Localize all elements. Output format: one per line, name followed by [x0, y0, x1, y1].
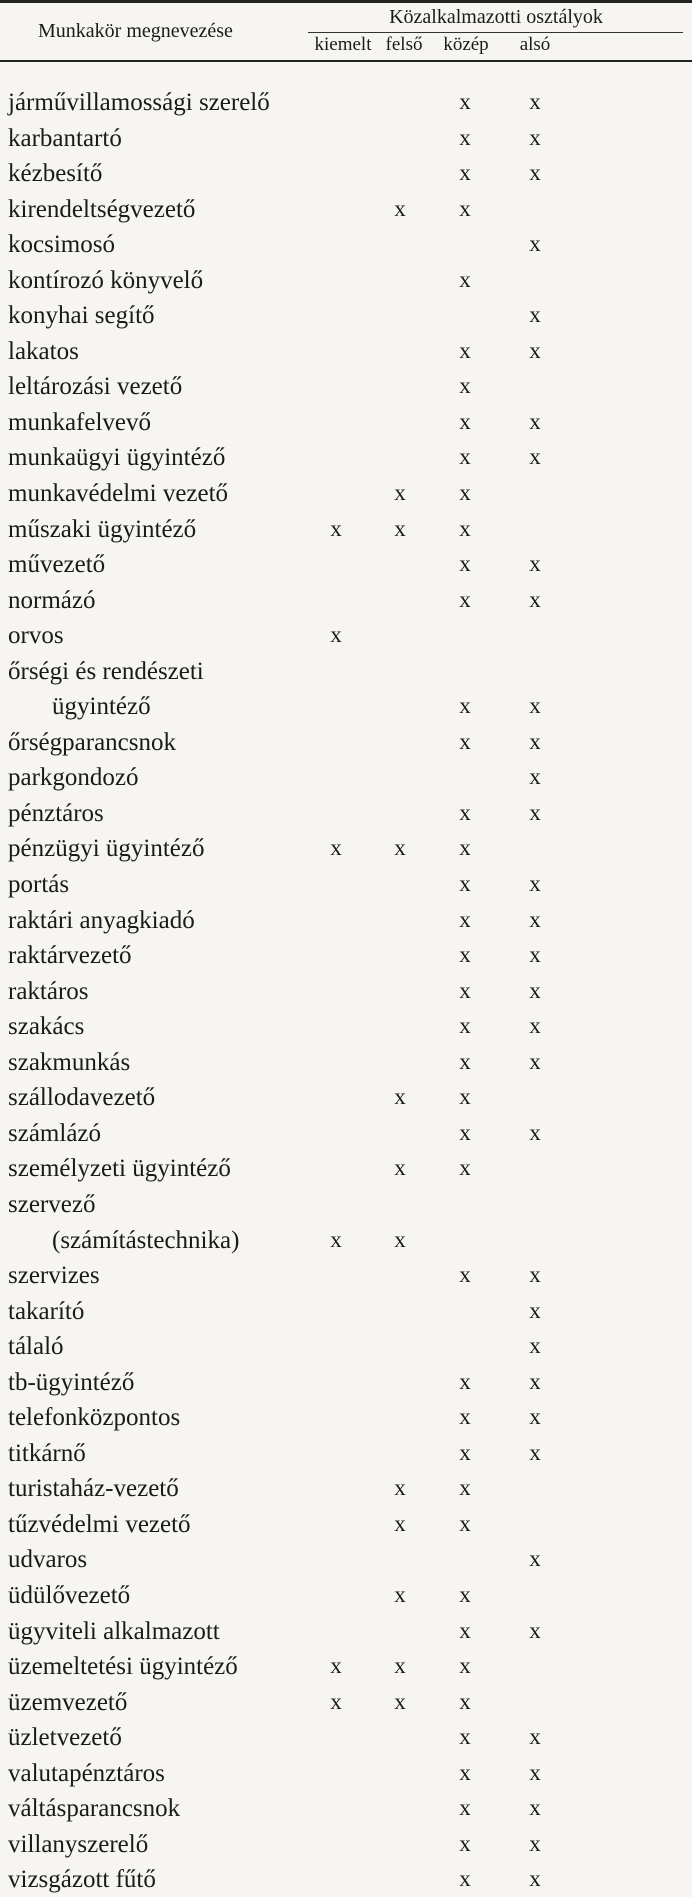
job-title: kézbesítő	[8, 160, 103, 188]
mark-kozep: x	[459, 337, 471, 363]
mark-kozep: x	[459, 1866, 471, 1892]
job-title: titkárnő	[8, 1439, 86, 1467]
mark-kozep: x	[459, 1368, 471, 1394]
mark-also: x	[529, 408, 541, 434]
table-row	[0, 120, 692, 156]
mark-also: x	[529, 1617, 541, 1643]
table-row	[0, 795, 692, 831]
job-title: műszaki ügyintéző	[8, 515, 197, 543]
table-row	[0, 1008, 692, 1044]
job-title: üzletvezető	[8, 1724, 122, 1752]
mark-felso: x	[394, 1688, 406, 1714]
column-header-job-title: Munkakör megnevezése	[38, 20, 233, 42]
job-title: valutapénztáros	[8, 1759, 165, 1787]
job-title: leltározási vezető	[8, 373, 183, 401]
table-row	[0, 1790, 692, 1826]
job-title: parkgondozó	[8, 764, 139, 792]
table-row	[0, 724, 692, 760]
table-row	[0, 1293, 692, 1329]
table-row	[0, 1719, 692, 1755]
mark-kozep: x	[459, 1475, 471, 1501]
mark-also: x	[529, 799, 541, 825]
mark-kozep: x	[459, 977, 471, 1003]
table-row	[0, 866, 692, 902]
mark-felso: x	[394, 1084, 406, 1110]
table-row	[0, 582, 692, 618]
mark-kiemelt: x	[330, 1688, 342, 1714]
table-row	[0, 368, 692, 404]
mark-also: x	[529, 906, 541, 932]
table-row	[0, 1541, 692, 1577]
job-title: személyzeti ügyintéző	[8, 1155, 231, 1183]
mark-felso: x	[394, 195, 406, 221]
mark-kozep: x	[459, 871, 471, 897]
table-row	[0, 1648, 692, 1684]
table-row	[0, 1826, 692, 1862]
mark-kozep: x	[459, 1653, 471, 1679]
mark-kozep: x	[459, 1830, 471, 1856]
job-title: ügyintéző	[52, 693, 151, 721]
table-row	[0, 226, 692, 262]
mark-also: x	[529, 1297, 541, 1323]
job-title: raktárvezető	[8, 942, 132, 970]
mark-felso: x	[394, 1653, 406, 1679]
job-title: üzemvezető	[8, 1688, 128, 1716]
mark-also: x	[529, 1333, 541, 1359]
table-row	[0, 653, 692, 689]
table-row	[0, 688, 692, 724]
table-row	[0, 617, 692, 653]
table-row	[0, 830, 692, 866]
mark-also: x	[529, 1048, 541, 1074]
mark-kozep: x	[459, 1759, 471, 1785]
mark-also: x	[529, 1795, 541, 1821]
mark-also: x	[529, 1866, 541, 1892]
table-row	[0, 1613, 692, 1649]
mark-kozep: x	[459, 515, 471, 541]
mark-also: x	[529, 871, 541, 897]
table-row	[0, 1861, 692, 1897]
job-title: üdülővezető	[8, 1581, 131, 1609]
mark-kozep: x	[459, 586, 471, 612]
table-row	[0, 475, 692, 511]
job-title: konyhai segítő	[8, 302, 155, 330]
table-row	[0, 191, 692, 227]
mark-also: x	[529, 1368, 541, 1394]
mark-felso: x	[394, 1510, 406, 1536]
mark-also: x	[529, 1262, 541, 1288]
mark-also: x	[529, 444, 541, 470]
table-row	[0, 1150, 692, 1186]
table-row	[0, 1186, 692, 1222]
job-title: pénzügyi ügyintéző	[8, 835, 205, 863]
mark-also: x	[529, 1439, 541, 1465]
mark-felso: x	[394, 1226, 406, 1252]
job-title: pénztáros	[8, 799, 104, 827]
mark-also: x	[529, 231, 541, 257]
table-row	[0, 1435, 692, 1471]
table-row	[0, 937, 692, 973]
job-title: karbantartó	[8, 124, 122, 152]
job-title: járművillamossági szerelő	[8, 89, 270, 116]
mark-kozep: x	[459, 1510, 471, 1536]
mark-kozep: x	[459, 728, 471, 754]
table-row	[0, 84, 692, 120]
job-title: villanyszerelő	[8, 1830, 149, 1858]
mark-kozep: x	[459, 799, 471, 825]
mark-kozep: x	[459, 89, 471, 114]
job-title: ügyviteli alkalmazott	[8, 1617, 220, 1645]
mark-kozep: x	[459, 1048, 471, 1074]
job-title: őrségi és rendészeti	[8, 657, 204, 685]
mark-also: x	[529, 728, 541, 754]
mark-also: x	[529, 764, 541, 790]
mark-kozep: x	[459, 1688, 471, 1714]
job-title: tálaló	[8, 1333, 64, 1361]
job-title: munkavédelmi vezető	[8, 480, 229, 508]
table-row	[0, 546, 692, 582]
mark-also: x	[529, 1404, 541, 1430]
mark-felso: x	[394, 480, 406, 506]
job-title: munkaügyi ügyintéző	[8, 444, 226, 472]
table-row	[0, 759, 692, 795]
mark-also: x	[529, 1830, 541, 1856]
table-row	[0, 404, 692, 440]
column-header-kiemelt: kiemelt	[314, 34, 372, 55]
table-row	[0, 439, 692, 475]
mark-kozep: x	[459, 693, 471, 719]
job-title: telefonközpontos	[8, 1404, 181, 1432]
table-row	[0, 902, 692, 938]
column-group-header: Közalkalmazotti osztályok	[389, 6, 603, 28]
table-row	[0, 1755, 692, 1791]
column-header-also: alsó	[519, 34, 551, 55]
mark-also: x	[529, 337, 541, 363]
table-row	[0, 1399, 692, 1435]
mark-kozep: x	[459, 1795, 471, 1821]
mark-also: x	[529, 302, 541, 328]
mark-felso: x	[394, 1581, 406, 1607]
table-row	[0, 1506, 692, 1542]
mark-kiemelt: x	[330, 1226, 342, 1252]
mark-kiemelt: x	[330, 515, 342, 541]
job-title: számlázó	[8, 1119, 102, 1147]
mark-also: x	[529, 1119, 541, 1145]
job-title: szállodavezető	[8, 1084, 156, 1112]
mark-kozep: x	[459, 1439, 471, 1465]
mark-also: x	[529, 586, 541, 612]
header-bottom-rule	[0, 60, 692, 62]
mark-kozep: x	[459, 266, 471, 292]
job-title: raktári anyagkiadó	[8, 906, 195, 934]
job-title: (számítástechnika)	[52, 1226, 240, 1254]
job-title: portás	[8, 871, 70, 899]
table-row	[0, 1044, 692, 1080]
mark-kozep: x	[459, 1617, 471, 1643]
mark-kozep: x	[459, 480, 471, 506]
mark-kiemelt: x	[330, 622, 342, 648]
mark-kiemelt: x	[330, 835, 342, 861]
job-title: munkafelvevő	[8, 408, 152, 436]
mark-also: x	[529, 1724, 541, 1750]
mark-kozep: x	[459, 906, 471, 932]
mark-kozep: x	[459, 1404, 471, 1430]
mark-kozep: x	[459, 1262, 471, 1288]
job-title: turistaház-vezető	[8, 1475, 179, 1503]
table-row	[0, 1115, 692, 1151]
job-title: normázó	[8, 586, 96, 614]
mark-kozep: x	[459, 551, 471, 577]
job-title: szervizes	[8, 1262, 100, 1290]
mark-kozep: x	[459, 1581, 471, 1607]
mark-also: x	[529, 693, 541, 719]
table-row	[0, 511, 692, 547]
mark-kozep: x	[459, 1119, 471, 1145]
table-row	[0, 1364, 692, 1400]
table-row	[0, 1257, 692, 1293]
mark-also: x	[529, 124, 541, 150]
job-title: vizsgázott fűtő	[8, 1866, 156, 1894]
mark-also: x	[529, 1759, 541, 1785]
job-title: szervező	[8, 1190, 96, 1218]
job-title: művezető	[8, 551, 106, 579]
job-title: tb-ügyintéző	[8, 1368, 135, 1396]
table-row	[0, 297, 692, 333]
mark-kozep: x	[459, 1013, 471, 1039]
job-title: őrségparancsnok	[8, 728, 176, 756]
job-title: szakmunkás	[8, 1048, 131, 1076]
mark-kozep: x	[459, 408, 471, 434]
mark-felso: x	[394, 1155, 406, 1181]
job-title: takarító	[8, 1297, 85, 1325]
group-header-rule	[308, 32, 683, 33]
mark-kozep: x	[459, 835, 471, 861]
mark-felso: x	[394, 515, 406, 541]
mark-also: x	[529, 89, 541, 114]
mark-kozep: x	[459, 1155, 471, 1181]
mark-kozep: x	[459, 942, 471, 968]
table-row	[0, 1684, 692, 1720]
job-title: lakatos	[8, 337, 79, 365]
mark-also: x	[529, 1546, 541, 1572]
mark-also: x	[529, 551, 541, 577]
mark-kozep: x	[459, 160, 471, 186]
mark-also: x	[529, 977, 541, 1003]
table-row	[0, 1079, 692, 1115]
table-row	[0, 262, 692, 298]
job-title: kirendeltségvezető	[8, 195, 196, 223]
job-title: kocsimosó	[8, 231, 115, 259]
mark-also: x	[529, 160, 541, 186]
mark-felso: x	[394, 1475, 406, 1501]
mark-kozep: x	[459, 124, 471, 150]
mark-also: x	[529, 1013, 541, 1039]
mark-kozep: x	[459, 1084, 471, 1110]
column-header-felso: felső	[385, 34, 423, 55]
table-header	[0, 0, 692, 62]
mark-kiemelt: x	[330, 1653, 342, 1679]
table-row	[0, 1222, 692, 1258]
mark-kozep: x	[459, 195, 471, 221]
table-row	[0, 973, 692, 1009]
mark-kozep: x	[459, 444, 471, 470]
job-title: szakács	[8, 1013, 85, 1041]
table-row	[0, 333, 692, 369]
table-row	[0, 1470, 692, 1506]
job-title: kontírozó könyvelő	[8, 266, 204, 294]
mark-kozep: x	[459, 1724, 471, 1750]
table-row	[0, 155, 692, 191]
table-row	[0, 1328, 692, 1364]
job-title: udvaros	[8, 1546, 88, 1574]
mark-felso: x	[394, 835, 406, 861]
mark-kozep: x	[459, 373, 471, 399]
job-title: orvos	[8, 622, 64, 650]
table-row	[0, 1577, 692, 1613]
job-title: üzemeltetési ügyintéző	[8, 1653, 238, 1681]
job-title: raktáros	[8, 977, 89, 1005]
table-body	[0, 84, 692, 1897]
mark-also: x	[529, 942, 541, 968]
job-title: tűzvédelmi vezető	[8, 1510, 191, 1538]
job-title: váltásparancsnok	[8, 1795, 181, 1823]
column-header-kozep: közép	[443, 34, 489, 55]
